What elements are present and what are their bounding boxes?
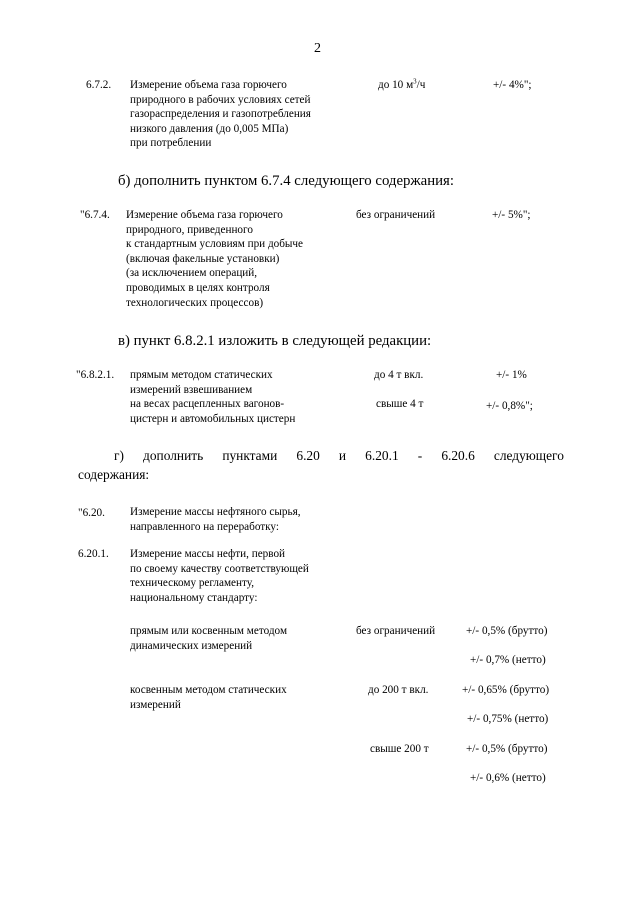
item-number: "6.20. xyxy=(78,507,105,519)
measurement-range: до 200 т вкл. xyxy=(368,684,429,696)
heading-word: 6.20 xyxy=(296,448,320,463)
description-line: национальному стандарту: xyxy=(130,591,258,604)
description-line: при потреблении xyxy=(130,137,212,150)
item-description xyxy=(126,208,303,310)
accuracy-value: +/- 1% xyxy=(496,369,527,381)
section-heading: в) пункт 6.8.2.1 изложить в следующей редакции: xyxy=(118,333,432,349)
description-line: Измерение массы нефтяного сырья, xyxy=(130,506,301,518)
description-line: (включая факельные установки) xyxy=(126,252,280,265)
description-line: на весах расцепленных вагонов- xyxy=(130,398,285,411)
accuracy-value: +/- 0,8%"; xyxy=(486,400,533,412)
item-description xyxy=(130,505,301,534)
accuracy-value: +/- 5%"; xyxy=(492,209,531,221)
description-line: (за исключением операций, xyxy=(126,267,258,280)
description-line: прямым методом статических xyxy=(130,369,273,381)
heading-word: 6.20.1 xyxy=(365,448,399,463)
item-number: 6.20.1. xyxy=(78,548,109,560)
description-line: техническому регламенту, xyxy=(130,577,254,590)
page-number: 2 xyxy=(314,41,321,56)
description-line: Измерение объема газа горючего xyxy=(126,209,283,221)
heading-word: дополнить xyxy=(143,448,204,463)
method-description xyxy=(130,683,287,712)
heading-word: - xyxy=(417,448,423,463)
measurement-range: свыше 4 т xyxy=(376,398,424,410)
item-description xyxy=(130,78,311,151)
measurement-range xyxy=(378,78,425,93)
description-line: технологических процессов) xyxy=(126,296,264,309)
measurement-range: без ограничений xyxy=(356,625,436,637)
description-line: измерений xyxy=(130,698,181,711)
measurement-range: до 4 т вкл. xyxy=(374,369,424,381)
item-description xyxy=(130,547,309,605)
section-heading-continuation: содержания: xyxy=(78,467,150,482)
accuracy-value: +/- 0,7% (нетто) xyxy=(470,654,546,666)
item-number: 6.7.2. xyxy=(86,79,112,91)
description-line: Измерение объема газа горючего xyxy=(130,79,287,91)
description-line: измерений взвешиванием xyxy=(130,383,253,396)
heading-word: г) xyxy=(114,448,124,463)
section-heading xyxy=(114,447,564,464)
description-line: к стандартным условиям при добыче xyxy=(126,238,304,251)
accuracy-value: +/- 0,65% (брутто) xyxy=(462,684,550,696)
description-line: природного, приведенного xyxy=(126,223,253,236)
range-superscript: 3 xyxy=(413,77,417,86)
heading-word: и xyxy=(338,448,347,463)
section-heading: б) дополнить пунктом 6.7.4 следующего содержания: xyxy=(118,173,454,189)
description-line: цистерн и автомобильных цистерн xyxy=(130,412,296,425)
heading-word: 6.20.6 xyxy=(441,448,475,463)
description-line: динамических измерений xyxy=(130,639,253,652)
accuracy-value: +/- 4%"; xyxy=(493,79,532,91)
item-description xyxy=(130,368,295,426)
description-line: Измерение массы нефти, первой xyxy=(130,548,286,560)
accuracy-value: +/- 0,75% (нетто) xyxy=(467,713,549,725)
heading-word: следующего xyxy=(493,448,564,463)
range-text: до 10 м xyxy=(378,79,414,91)
method-description xyxy=(130,624,287,653)
item-number: "6.8.2.1. xyxy=(76,369,115,381)
accuracy-value: +/- 0,5% (брутто) xyxy=(466,743,548,755)
accuracy-value: +/- 0,6% (нетто) xyxy=(470,772,546,784)
description-line: газораспределения и газопотребления xyxy=(130,108,311,121)
description-line: по своему качеству соответствующей xyxy=(130,562,309,575)
description-line: природного в рабочих условиях сетей xyxy=(130,93,311,106)
description-line: направленного на переработку: xyxy=(130,520,279,533)
measurement-range: свыше 200 т xyxy=(370,743,429,755)
range-unit: /ч xyxy=(416,79,426,91)
measurement-range: без ограничений xyxy=(356,209,436,221)
accuracy-value: +/- 0,5% (брутто) xyxy=(466,625,548,637)
item-number: "6.7.4. xyxy=(80,209,110,221)
description-line: прямым или косвенным методом xyxy=(130,625,288,637)
description-line: косвенным методом статических xyxy=(130,684,287,696)
description-line: проводимых в целях контроля xyxy=(126,281,270,294)
heading-word: пунктами xyxy=(222,448,278,463)
description-line: низкого давления (до 0,005 МПа) xyxy=(130,122,289,135)
